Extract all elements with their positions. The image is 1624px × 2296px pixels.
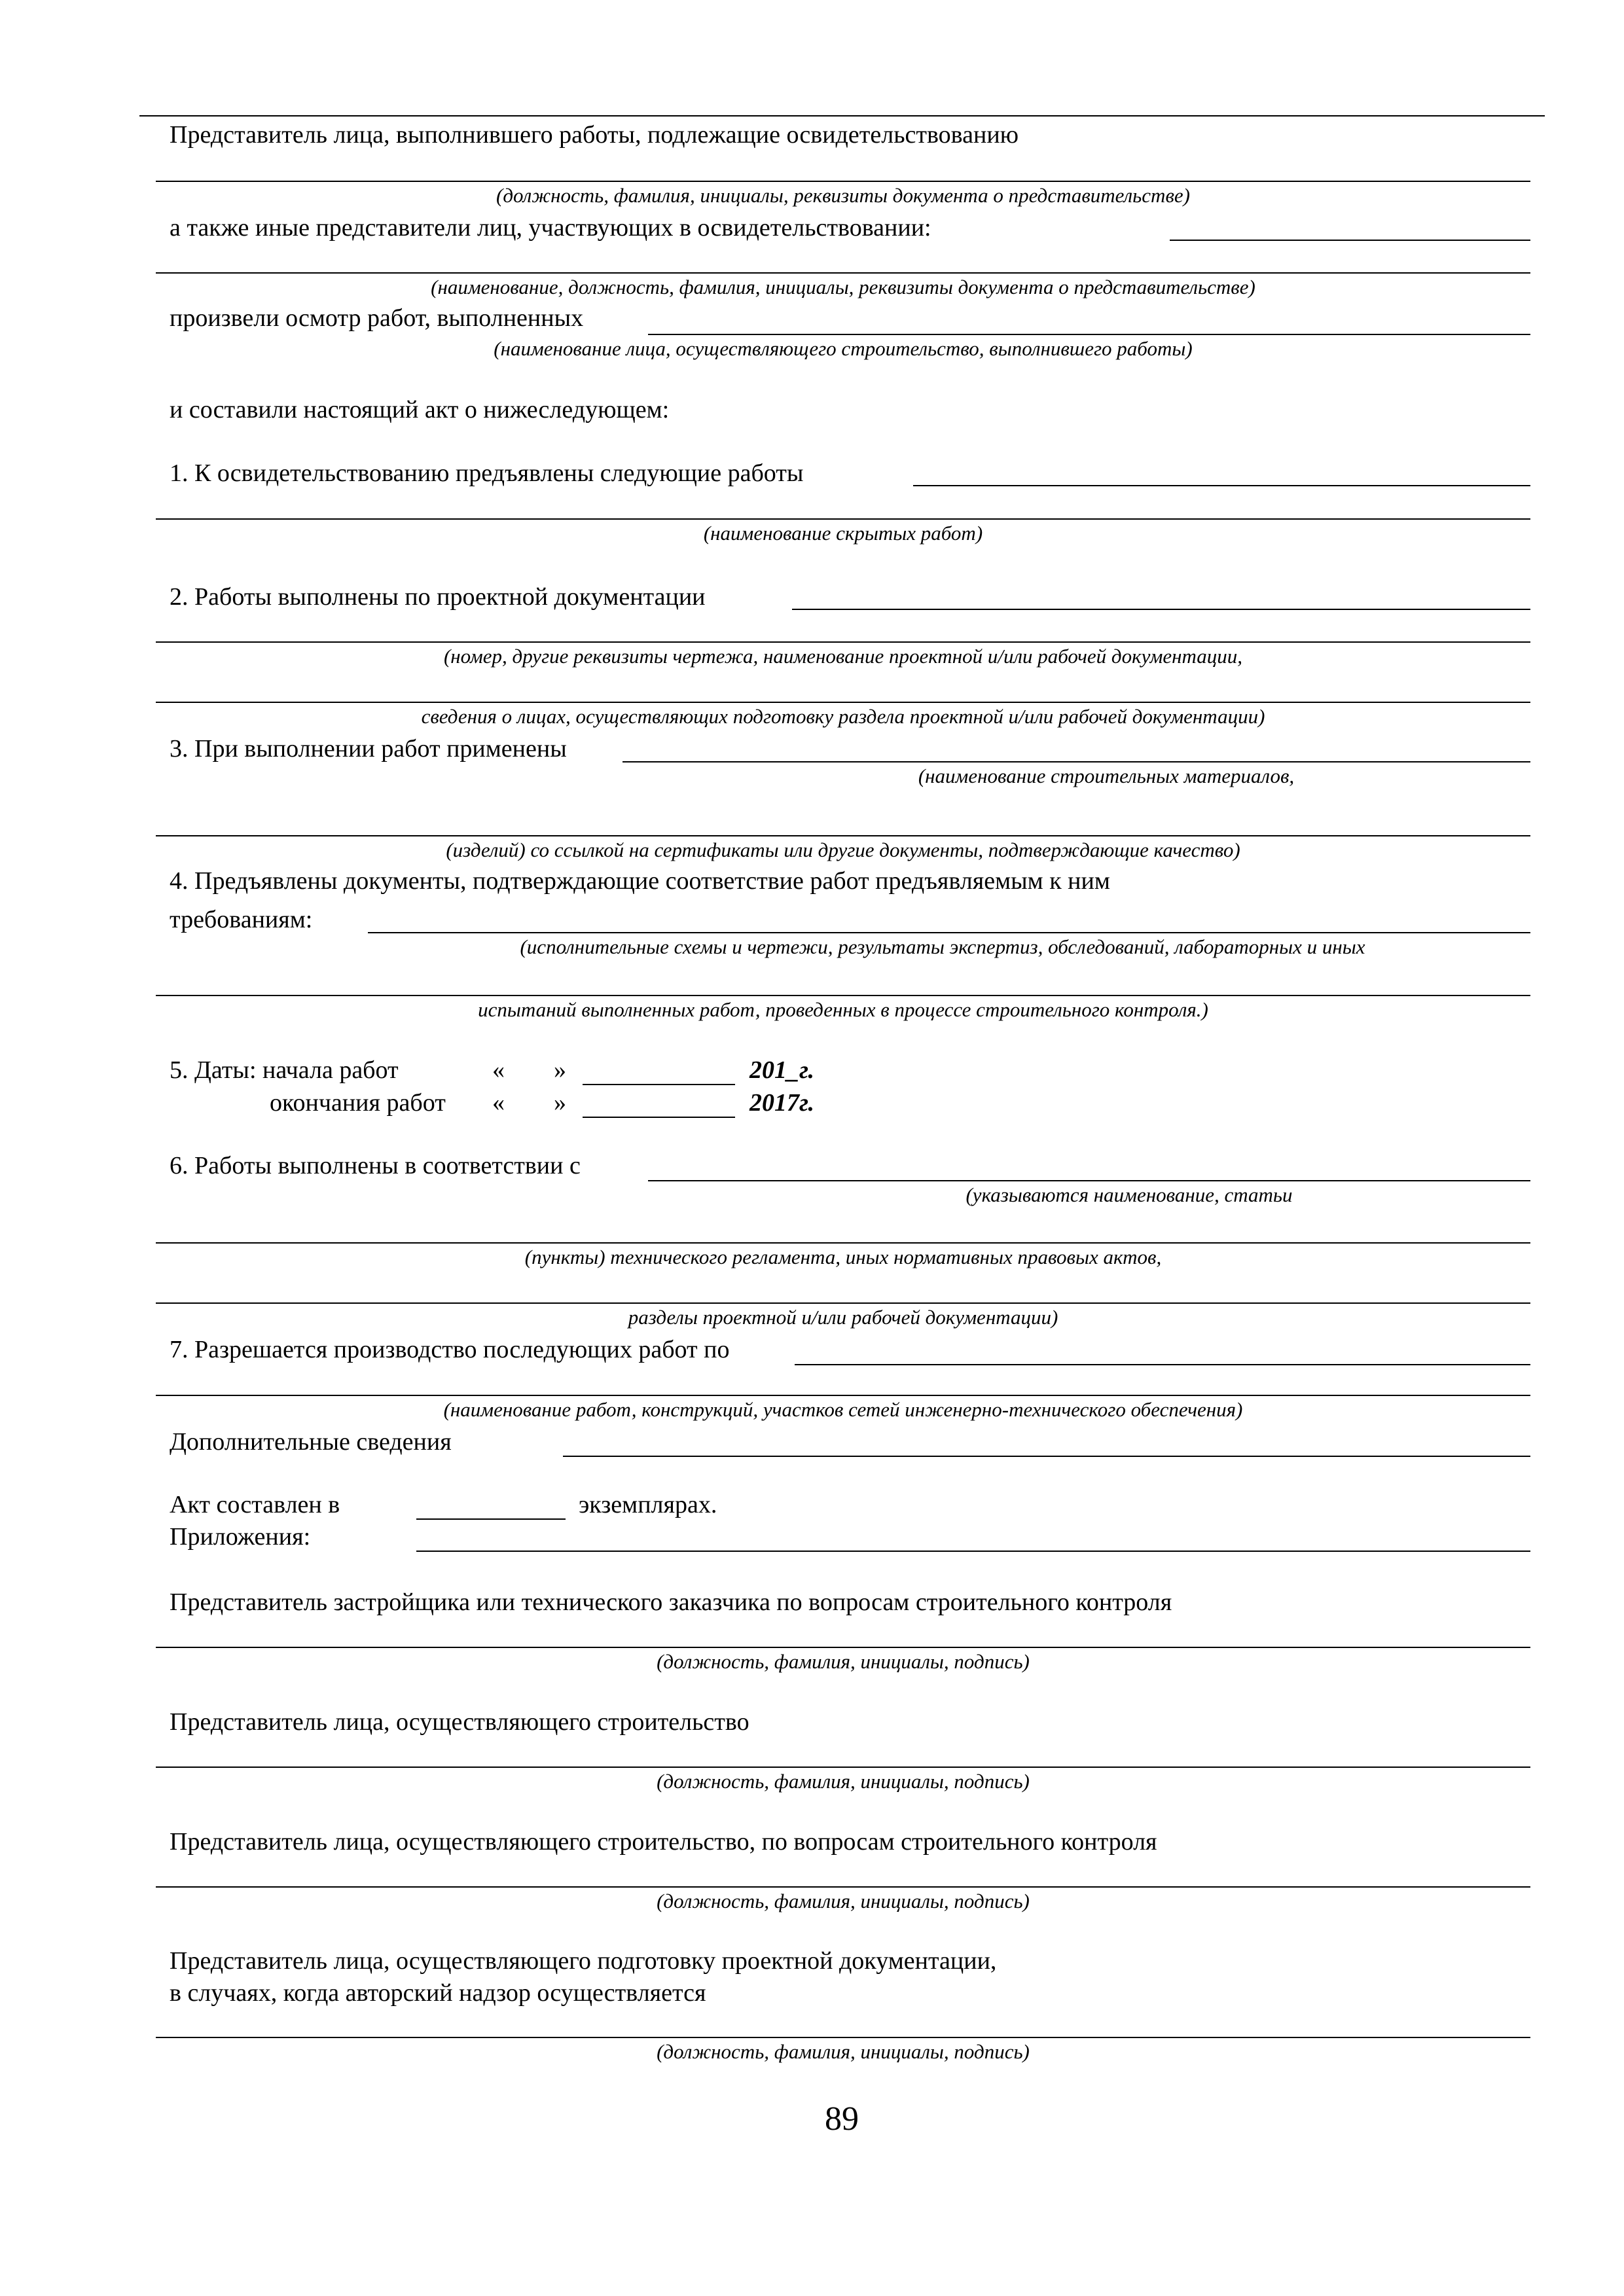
- sign4-label-1: Представитель лица, осуществляющего подготовку проектной документации,: [170, 1947, 997, 1975]
- dates-end-label: окончания работ: [270, 1089, 446, 1117]
- start-close-quote: »: [554, 1056, 566, 1084]
- docs-line[interactable]: [368, 932, 1530, 933]
- copies-suffix: экземплярах.: [579, 1491, 717, 1518]
- item1-inline-line[interactable]: [913, 485, 1530, 486]
- item2-inline-line[interactable]: [792, 609, 1530, 610]
- other-reps-line[interactable]: [156, 272, 1530, 274]
- top-rule: [139, 115, 1545, 117]
- next-works-line[interactable]: [156, 1395, 1530, 1396]
- start-year: 201_г.: [749, 1056, 815, 1084]
- end-month-line[interactable]: [583, 1117, 735, 1118]
- builder-line[interactable]: [648, 334, 1530, 335]
- start-month-line[interactable]: [583, 1084, 735, 1085]
- sign4-caption: (должность, фамилия, инициалы, подпись): [657, 2040, 1030, 2063]
- attachments-label: Приложения:: [170, 1523, 311, 1551]
- end-year: 2017г.: [749, 1089, 815, 1117]
- docs-caption-2: испытаний выполненных работ, проведенных в процессе строительного контроля.): [478, 998, 1208, 1021]
- regs-line[interactable]: [648, 1180, 1530, 1181]
- materials-caption-1: (наименование строительных материалов,: [918, 764, 1295, 787]
- regs-caption-1: (указываются наименование, статьи: [965, 1183, 1293, 1206]
- drawing-line-1[interactable]: [156, 641, 1530, 643]
- sign1-label: Представитель застройщика или технического заказчика по вопросам строительного контроля: [170, 1588, 1172, 1616]
- sign2-label: Представитель лица, осуществляющего строительство: [170, 1708, 749, 1736]
- item1-label: 1. К освидетельствованию предъявлены следующие работы: [170, 459, 804, 487]
- item3-label: 3. При выполнении работ применены: [170, 735, 567, 762]
- inspected-label: произвели осмотр работ, выполненных: [170, 304, 584, 332]
- sign3-label: Представитель лица, осуществляющего строительство, по вопросам строительного контроля: [170, 1828, 1157, 1856]
- other-reps-caption: (наименование, должность, фамилия, инициалы, реквизиты документа о представительстве): [431, 276, 1255, 298]
- additional-label: Дополнительные сведения: [170, 1428, 452, 1456]
- hidden-works-caption: (наименование скрытых работ): [703, 522, 983, 545]
- materials-line[interactable]: [623, 761, 1530, 762]
- drawing-caption-2: сведения о лицах, осуществляющих подготовку раздела проектной и/или рабочей документации): [421, 705, 1265, 728]
- copies-count-line[interactable]: [416, 1518, 566, 1520]
- regs-caption-3: разделы проектной и/или рабочей документации): [628, 1306, 1058, 1329]
- sign1-caption: (должность, фамилия, инициалы, подпись): [657, 1650, 1030, 1673]
- materials-line-2[interactable]: [156, 835, 1530, 836]
- executor-rep-caption: (должность, фамилия, инициалы, реквизиты документа о представительстве): [496, 184, 1190, 207]
- regs-caption-2: (пункты) технического регламента, иных нормативных правовых актов,: [524, 1246, 1162, 1268]
- end-open-quote: «: [492, 1089, 505, 1117]
- additional-line[interactable]: [563, 1456, 1530, 1457]
- sign3-caption: (должность, фамилия, инициалы, подпись): [657, 1890, 1030, 1912]
- materials-caption-2: (изделий) со ссылкой на сертификаты или другие документы, подтверждающие качество): [446, 838, 1240, 861]
- sign3-line[interactable]: [156, 1886, 1530, 1888]
- sign2-caption: (должность, фамилия, инициалы, подпись): [657, 1770, 1030, 1793]
- other-reps-inline-line[interactable]: [1170, 240, 1530, 241]
- next-works-caption: (наименование работ, конструкций, участков сетей инженерно-технического обеспечения): [443, 1398, 1243, 1421]
- page-number: 89: [825, 2100, 859, 2138]
- sign4-label-2: в случаях, когда авторский надзор осуществляется: [170, 1979, 706, 2007]
- item4-label-1: 4. Предъявлены документы, подтверждающие соответствие работ предъявляемым к ним: [170, 867, 1110, 895]
- end-close-quote: »: [554, 1089, 566, 1117]
- item7-label: 7. Разрешается производство последующих работ по: [170, 1336, 730, 1363]
- item4-label-2: требованиям:: [170, 906, 313, 933]
- copies-label: Акт составлен в: [170, 1491, 340, 1518]
- docs-line-2[interactable]: [156, 995, 1530, 996]
- hidden-works-line[interactable]: [156, 518, 1530, 520]
- executor-rep-label: Представитель лица, выполнившего работы, подлежащие освидетельствованию: [170, 121, 1019, 149]
- other-reps-label: а также иные представители лиц, участвующих в освидетельствовании:: [170, 214, 931, 242]
- start-day-field[interactable]: [516, 1055, 555, 1085]
- sign2-line[interactable]: [156, 1767, 1530, 1768]
- regs-line-2[interactable]: [156, 1242, 1530, 1244]
- sign4-line[interactable]: [156, 2037, 1530, 2038]
- drawing-caption-1: (номер, другие реквизиты чертежа, наименование проектной и/или рабочей документации,: [443, 645, 1243, 668]
- docs-caption-1: (исполнительные схемы и чертежи, результаты экспертиз, обследований, лабораторных и иных: [520, 935, 1365, 958]
- executor-rep-line[interactable]: [156, 181, 1530, 182]
- regs-line-3[interactable]: [156, 1302, 1530, 1304]
- start-open-quote: «: [492, 1056, 505, 1084]
- item2-label: 2. Работы выполнены по проектной документации: [170, 583, 706, 611]
- dates-start-label: 5. Даты: начала работ: [170, 1056, 399, 1084]
- sign1-line[interactable]: [156, 1647, 1530, 1648]
- end-day-field[interactable]: [516, 1088, 555, 1118]
- next-works-inline-line[interactable]: [795, 1364, 1530, 1365]
- drawing-line-2[interactable]: [156, 702, 1530, 703]
- item6-label: 6. Работы выполнены в соответствии с: [170, 1152, 581, 1179]
- attachments-line[interactable]: [416, 1551, 1530, 1552]
- builder-caption: (наименование лица, осуществляющего строительство, выполнившего работы): [494, 337, 1193, 360]
- compiled-label: и составили настоящий акт о нижеследующем:: [170, 396, 670, 423]
